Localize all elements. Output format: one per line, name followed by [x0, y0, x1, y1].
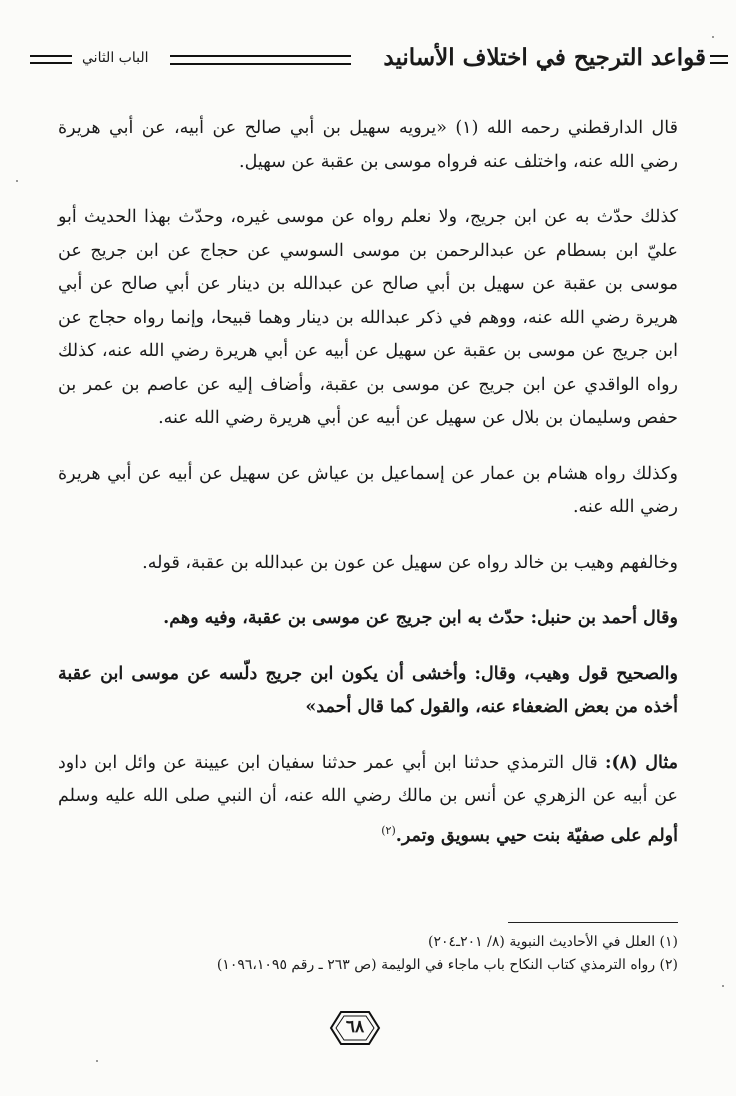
book-title: قواعد الترجيح في اختلاف الأسانيد [383, 44, 706, 71]
paragraph-6: والصحيح قول وهيب، وقال: وأخشى أن يكون ابن جريج دلّسه عن موسى ابن عقبة أخذه من بعض الضعفاء عنه، والقول كما قال أحمد» [58, 663, 678, 717]
header-ornament-right [710, 55, 728, 64]
scan-speck [722, 985, 724, 987]
paragraph-5: وقال أحمد بن حنبل: حدّث به ابن جريج عن موسى بن عقبة، وفيه وهم. [163, 608, 678, 628]
scan-speck [712, 36, 714, 38]
footnote-marker: (٢) [381, 823, 396, 837]
example-paragraph [58, 747, 678, 853]
footnotes [58, 922, 678, 977]
header-ornament-left [30, 55, 72, 64]
example-isnad: قال الترمذي حدثنا ابن أبي عمر حدثنا سفيان ابن عيينة عن وائل ابن داود عن أبيه عن الزهري عن أنس بن مالك رضي الله عنه، أن النبي صلى الله عليه وسلم [58, 752, 678, 806]
paragraph-3: وكذلك رواه هشام بن عمار عن إسماعيل بن عياش عن سهيل عن أبيه عن أبي هريرة رضي الله عنه. [58, 463, 678, 517]
chapter-label: الباب الثاني [82, 50, 149, 66]
main-text [58, 112, 678, 875]
page-number-ornament [325, 1008, 385, 1048]
header-rule [170, 55, 351, 65]
example-label: مثال (٨): [605, 752, 678, 773]
paragraph-1: قال الدارقطني رحمه الله (١) «يرويه سهيل بن أبي صالح عن أبيه، عن أبي هريرة رضي الله عنه، واختلف عنه فرواه موسى بن عقبة عن سهيل. [58, 118, 678, 172]
example-matn: أولم على صفيّة بنت حيي بسويق وتمر. [395, 825, 678, 846]
paragraph-4: وخالفهم وهيب بن خالد رواه عن سهيل عن عون بن عبدالله بن عقبة، قوله. [142, 552, 678, 573]
scan-speck [16, 180, 18, 182]
page-number: ٦٨ [345, 1017, 365, 1037]
scan-speck [96, 1060, 98, 1062]
footnote-1: (١) العلل في الأحاديث النبوية (٨/ ٢٠١ـ٢٠٤) [428, 934, 678, 950]
running-header [30, 40, 706, 80]
footnote-separator [508, 922, 678, 923]
footnote-2: (٢) رواه الترمذي كتاب النكاح باب ماجاء في الوليمة (ص ٢٦٣ ـ رقم ١٠٩٦،١٠٩٥) [216, 957, 678, 973]
paragraph-2: كذلك حدّث به عن ابن جريج، ولا نعلم رواه عن موسى غيره، وحدّث بهذا الحديث أبو عليّ ابن بسطام عن عبدالرحمن بن موسى السوسي عن حجاج عن ابن جريج عن موسى بن عقبة عن سهيل بن أبي صالح عن عبدالله بن دينار عن أبي صالح عن أبي هريرة رضي الله عنه، ووهم في ذكر عبدالله بن دينار وهما قبيحا، وإنما رواه حجاج عن ابن جريج عن موسى بن عقبة عن سهيل عن أبيه عن أبي هريرة رضي الله عنه، كذلك رواه الواقدي عن ابن جريج عن موسى بن عقبة، وأضاف إليه عن عاصم بن عمر بن حفص وسليمان بن بلال عن سهيل عن أبيه عن أبي هريرة رضي الله عنه. [58, 207, 678, 428]
